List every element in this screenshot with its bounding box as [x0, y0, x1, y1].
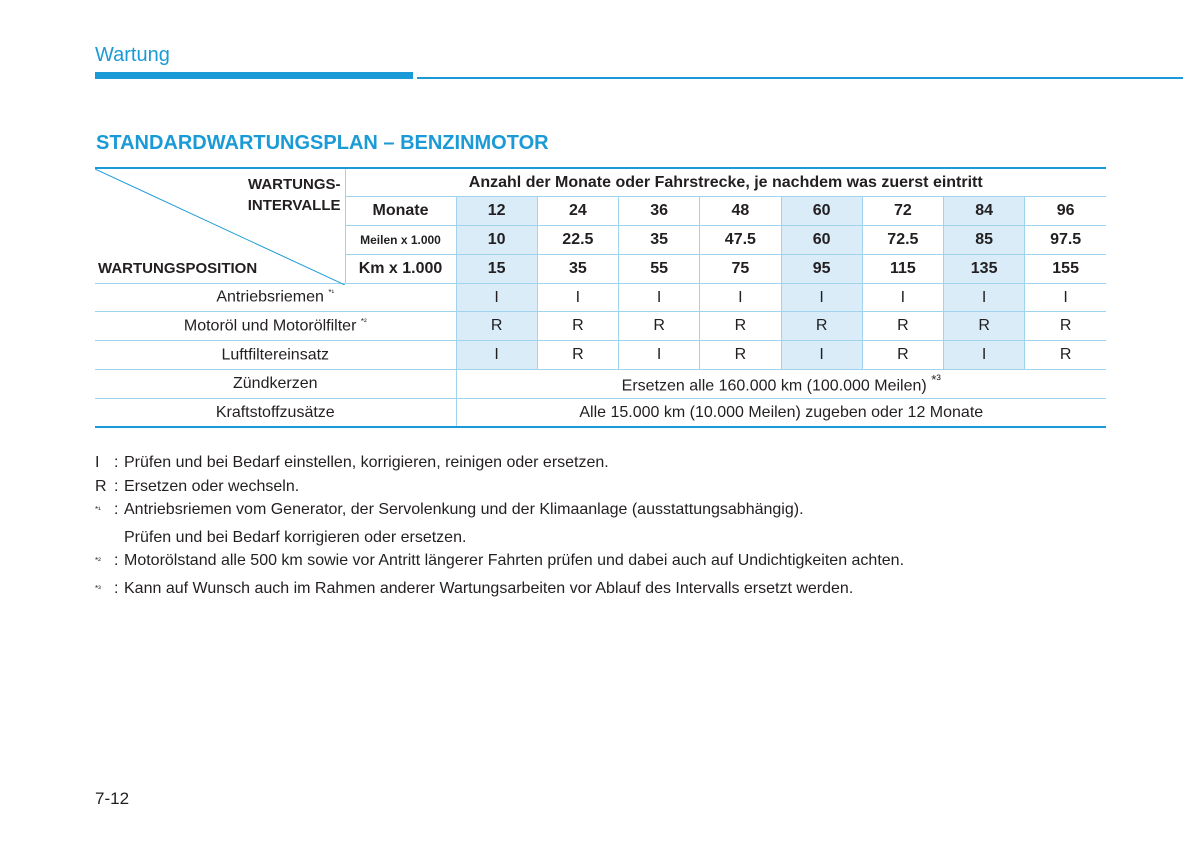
item-value-cell: R [781, 312, 862, 341]
item-name: Luftfiltereinsatz [95, 341, 456, 370]
item-value-cell: I [700, 283, 781, 312]
interval-value-cell: 115 [862, 254, 943, 283]
corner-position-label: WARTUNGSPOSITION [98, 259, 258, 277]
item-value-cell: R [700, 312, 781, 341]
page-heading: STANDARDWARTUNGSPLAN – BENZINMOTOR [96, 132, 549, 154]
note-key: R [95, 477, 107, 495]
interval-value-cell: 35 [619, 226, 700, 255]
interval-value-cell: 95 [781, 254, 862, 283]
note-item [95, 475, 904, 499]
item-value-cell: R [862, 341, 943, 370]
note-item [95, 498, 904, 526]
item-value-cell: R [700, 341, 781, 370]
item-row [95, 312, 1106, 341]
item-span-value: Alle 15.000 km (10.000 Meilen) zugeben oder 12 Monate [456, 398, 1106, 427]
header-rule-thin [417, 77, 1183, 79]
interval-value-cell: 48 [700, 197, 781, 226]
note-separator: : [114, 477, 119, 495]
item-name: Zündkerzen [95, 370, 456, 399]
item-row [95, 341, 1106, 370]
corner-intervals-line1: WARTUNGS- [248, 176, 341, 193]
interval-value-cell: 60 [781, 226, 862, 255]
item-row [95, 283, 1106, 312]
note-separator: : [114, 552, 119, 570]
note-text: Ersetzen oder wechseln. [124, 477, 300, 495]
item-value-cell: I [1025, 283, 1106, 312]
item-name: Motoröl und Motorölfilter $^{*^2}$ [95, 312, 456, 341]
item-value-cell: R [1025, 341, 1106, 370]
note-continuation: Prüfen und bei Bedarf korrigieren oder ersetzen. [124, 528, 467, 546]
interval-value-cell: 72.5 [862, 226, 943, 255]
interval-value-cell: 10 [456, 226, 537, 255]
interval-value-cell: 96 [1025, 197, 1106, 226]
item-value-cell: I [537, 283, 618, 312]
interval-value-cell: 84 [944, 197, 1025, 226]
note-key: *¹ [95, 505, 101, 514]
interval-row-label: Monate [345, 197, 456, 226]
note-text: Kann auf Wunsch auch im Rahmen anderer Wartungsarbeiten vor Ablauf des Intervalls ersetzt werden. [124, 580, 854, 598]
note-item [95, 577, 904, 605]
interval-span-header: Anzahl der Monate oder Fahrstrecke, je nachdem was zuerst eintritt [345, 168, 1106, 197]
maintenance-table [95, 167, 1106, 428]
note-separator: : [114, 580, 119, 598]
note-text: Prüfen und bei Bedarf einstellen, korrigieren, reinigen oder ersetzen. [124, 454, 609, 471]
item-row-fuel-additives [95, 398, 1106, 427]
interval-value-cell: 22.5 [537, 226, 618, 255]
note-item [95, 451, 904, 475]
note-separator: : [114, 454, 119, 471]
item-row-spark-plugs [95, 370, 1106, 399]
notes-list [95, 451, 904, 605]
item-value-cell: R [862, 312, 943, 341]
interval-row-label: Meilen x 1.000 [345, 226, 456, 255]
item-value-cell: R [944, 312, 1025, 341]
interval-row-label: Km x 1.000 [345, 254, 456, 283]
note-key: I [95, 454, 100, 471]
corner-intervals-label [248, 174, 341, 216]
item-value-cell: R [537, 341, 618, 370]
header-rule-thick [95, 72, 413, 79]
item-value-cell: I [456, 283, 537, 312]
interval-value-cell: 72 [862, 197, 943, 226]
section-title: Wartung [95, 44, 170, 66]
interval-value-cell: 60 [781, 197, 862, 226]
interval-value-cell: 47.5 [700, 226, 781, 255]
interval-value-cell: 15 [456, 254, 537, 283]
item-value-cell: I [619, 283, 700, 312]
item-value-cell: R [537, 312, 618, 341]
item-value-cell: I [944, 341, 1025, 370]
item-value-cell: I [781, 341, 862, 370]
interval-value-cell: 97.5 [1025, 226, 1106, 255]
note-text: Antriebsriemen vom Generator, der Servolenkung und der Klimaanlage (ausstattungsabhängig). [124, 501, 804, 518]
item-name: Antriebsriemen $^{*^1}$ [95, 283, 456, 312]
item-value-cell: I [619, 341, 700, 370]
item-value-cell: R [1025, 312, 1106, 341]
item-value-cell: I [944, 283, 1025, 312]
interval-value-cell: 85 [944, 226, 1025, 255]
interval-value-cell: 24 [537, 197, 618, 226]
note-key: *³ [95, 584, 101, 594]
item-span-value: Ersetzen alle 160.000 km (100.000 Meilen) $^{*^3}$ [456, 370, 1106, 399]
item-value-cell: I [456, 341, 537, 370]
interval-value-cell: 75 [700, 254, 781, 283]
item-name: Kraftstoffzusätze [95, 398, 456, 427]
interval-value-cell: 155 [1025, 254, 1106, 283]
item-value-cell: R [456, 312, 537, 341]
interval-value-cell: 55 [619, 254, 700, 283]
corner-intervals-line2: INTERVALLE [247, 197, 341, 214]
note-item [95, 549, 904, 577]
table-header-row [95, 168, 1106, 197]
interval-value-cell: 12 [456, 197, 537, 226]
item-value-cell: I [862, 283, 943, 312]
note-separator: : [114, 501, 119, 518]
note-key: *² [95, 556, 101, 566]
table-corner-cell [95, 168, 345, 283]
item-value-cell: I [781, 283, 862, 312]
page-number: 7-12 [95, 789, 130, 808]
interval-value-cell: 135 [944, 254, 1025, 283]
note-text: Motorölstand alle 500 km sowie vor Antritt längerer Fahrten prüfen und dabei auch auf Undichtigkeiten achten. [124, 552, 905, 570]
item-value-cell: R [619, 312, 700, 341]
interval-value-cell: 36 [619, 197, 700, 226]
interval-value-cell: 35 [537, 254, 618, 283]
